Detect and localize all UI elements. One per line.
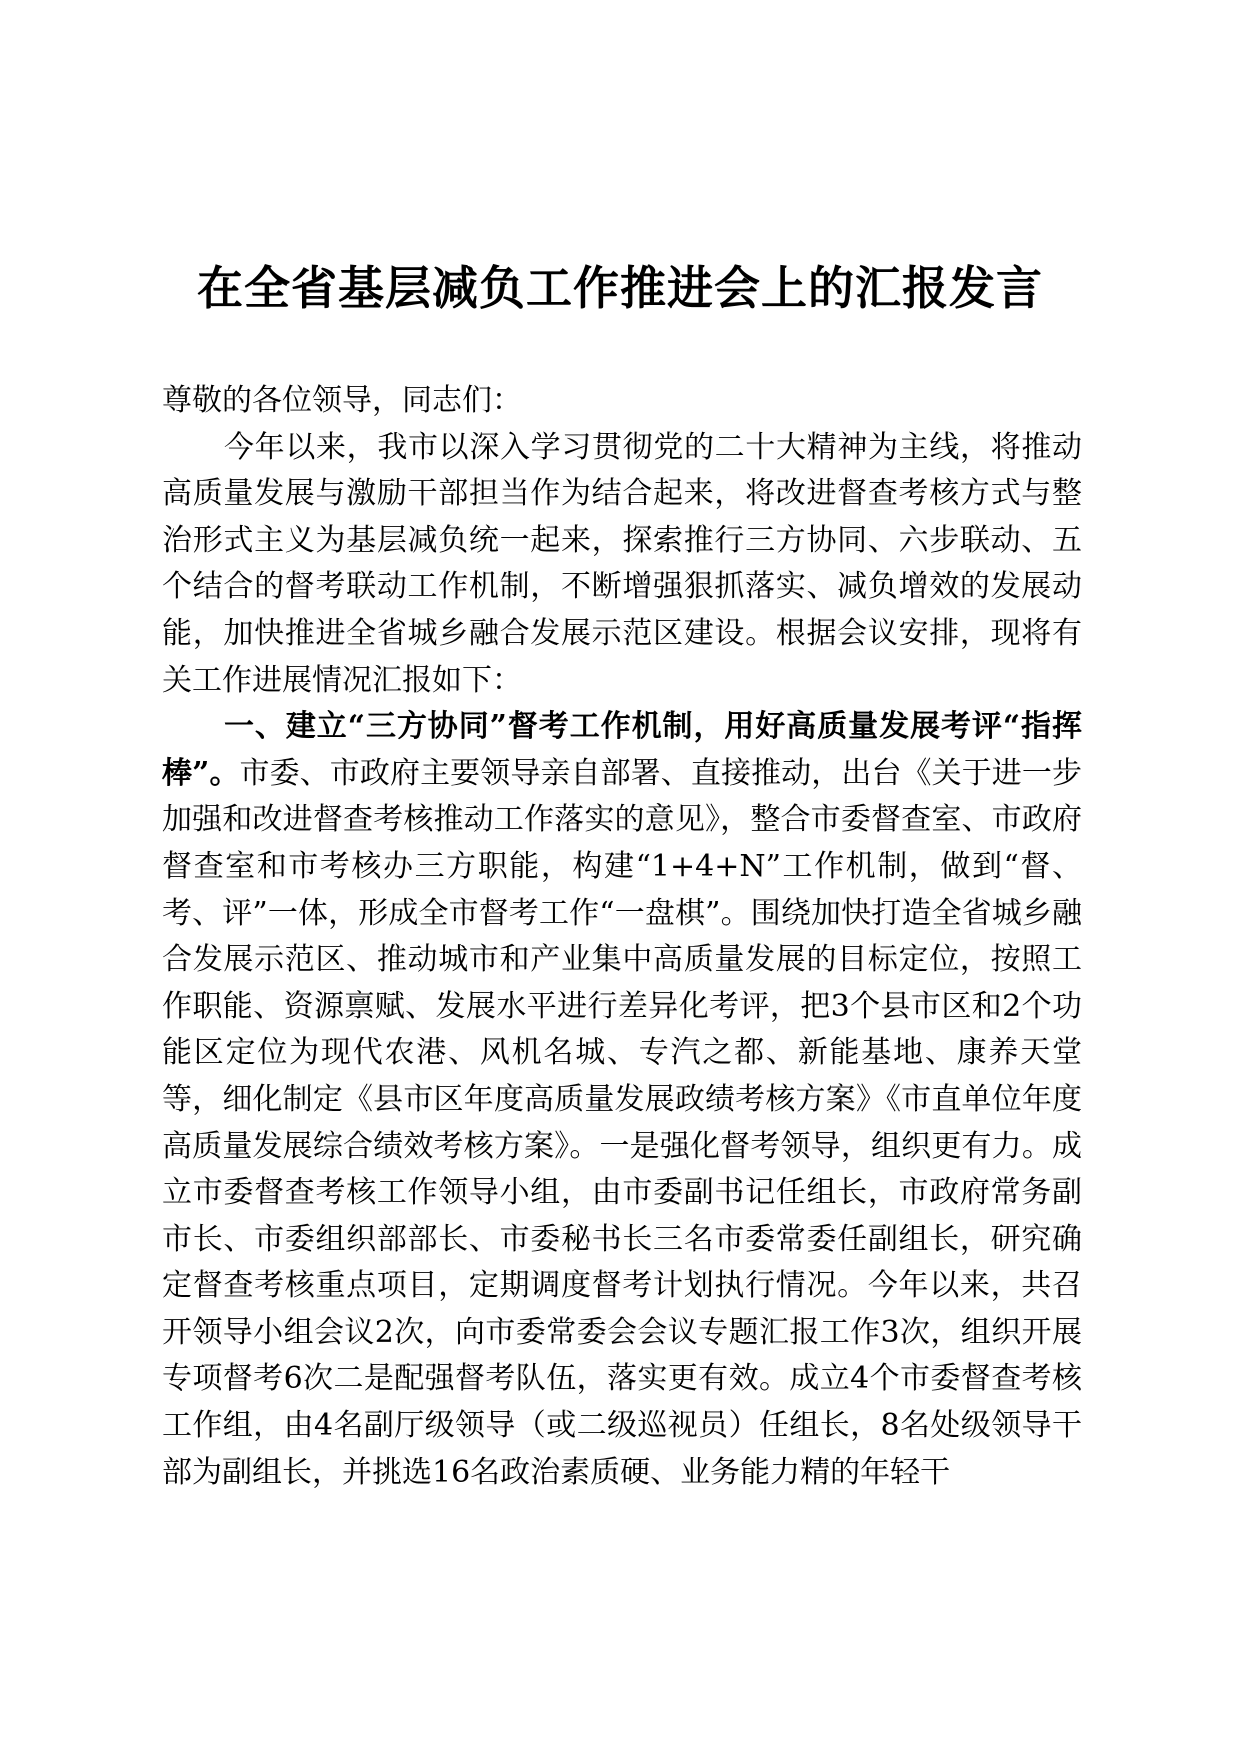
document-body <box>162 378 1082 1496</box>
section-1-body: 市委、市政府主要领导亲自部署、直接推动，出台《关于进一步加强和改进督查考核推动工作落实的意见》，整合市委督查室、市政府督查室和市考核办三方职能，构建“1+4+N”工作机制，做到“督、考、评”一体，形成全市督考工作“一盘棋”。围绕加快打造全省城乡融合发展示范区、推动城市和产业集中高质量发展的目标定位，按照工作职能、资源禀赋、发展水平进行差异化考评，把3个县市区和2个功能区定位为现代农港、风机名城、专汽之都、新能基地、康养天堂等，细化制定《县市区年度高质量发展政绩考核方案》《市直单位年度高质量发展综合绩效考核方案》。一是强化督考领导，组织更有力。成立市委督查考核工作领导小组，由市委副书记任组长，市政府常务副市长、市委组织部部长、市委秘书长三名市委常委任副组长，研究确定督查考核重点项目，定期调度督考计划执行情况。今年以来，共召开领导小组会议2次，向市委常委会会议专题汇报工作3次，组织开展专项督考6次二是配强督考队伍，落实更有效。成立4个市委督查考核工作组，由4名副厅级领导（或二级巡视员）任组长，8名处级领导干部为副组长，并挑选16名政治素质硬、业务能力精的年轻干 <box>162 755 1082 1490</box>
section-1-heading: 一、建立“三方协同”督考工作机制，用好高质量发展考评“指挥棒”。 <box>162 709 1082 791</box>
section-1-paragraph <box>162 704 1082 1496</box>
document-title: 在全省基层减负工作推进会上的汇报发言 <box>197 261 1043 315</box>
intro-paragraph: 今年以来，我市以深入学习贯彻党的二十大精神为主线，将推动高质量发展与激励干部担当作为结合起来，将改进督查考核方式与整治形式主义为基层减负统一起来，探索推行三方协同、六步联动、五个结合的督考联动工作机制，不断增强狠抓落实、减负增效的发展动能，加快推进全省城乡融合发展示范区建设。根据会议安排，现将有关工作进展情况汇报如下： <box>162 429 1082 698</box>
salutation: 尊敬的各位领导，同志们： <box>162 383 522 418</box>
